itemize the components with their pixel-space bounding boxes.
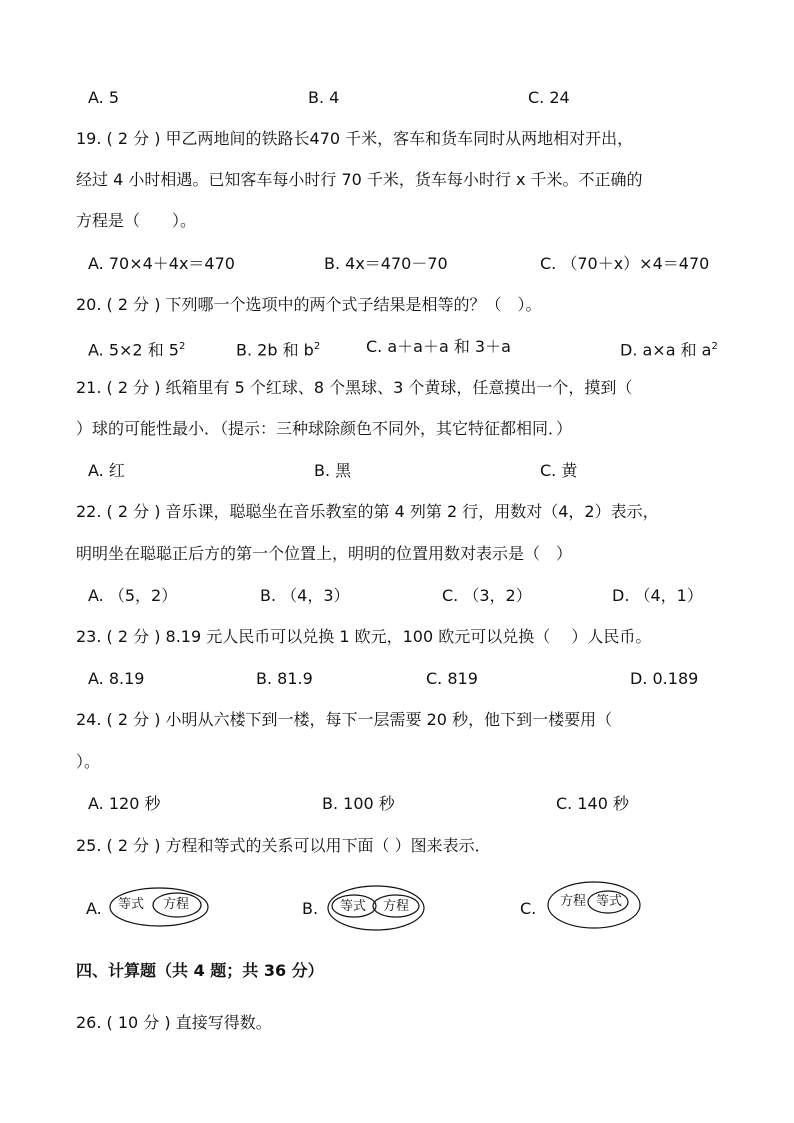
q20-option-d[interactable] — [620, 335, 718, 362]
q22-option-c[interactable]: C. （3，2） — [442, 586, 532, 605]
q24-text-line-2: ）。 — [76, 752, 101, 771]
q23-option-b[interactable]: B. 81.9 — [256, 669, 313, 688]
q18-options — [0, 86, 794, 110]
q19-text-line-2: 经过 4 小时相遇。已知客车每小时行 70 千米，货车每小时行 x 千米。不正确的 — [76, 170, 643, 189]
venn-c-outer-label: 方程 — [560, 894, 587, 909]
q22-option-b[interactable]: B. （4，3） — [260, 586, 350, 605]
q19-options — [0, 252, 794, 276]
q19-option-b[interactable]: B. 4x＝470－70 — [324, 254, 448, 273]
q20-option-b[interactable] — [236, 335, 320, 362]
q20-option-a[interactable] — [88, 335, 185, 362]
q20-option-a-text: A. 5×2 和 5 — [88, 340, 179, 360]
q22-option-d[interactable]: D. （4，1） — [612, 586, 703, 605]
q18-option-b[interactable]: B. 4 — [308, 88, 340, 107]
venn-b-left-label: 等式 — [340, 899, 367, 914]
q18-option-a[interactable]: A. 5 — [88, 88, 120, 107]
q25-text-line-1: 25. ( 2 分 ) 方程和等式的关系可以用下面（ ）图来表示． — [76, 836, 491, 855]
q20-option-a-sup: 2 — [178, 341, 186, 352]
q24-option-c[interactable]: C. 140 秒 — [556, 794, 629, 813]
q21-text-line-1: 21. ( 2 分 ) 纸箱里有 5 个红球、8 个黑球、3 个黄球，任意摸出一个，摸到（ — [76, 378, 633, 397]
q23-options — [0, 667, 794, 691]
q24-option-b[interactable]: B. 100 秒 — [322, 794, 395, 813]
q21-option-c[interactable]: C. 黄 — [540, 461, 578, 480]
q22-text-line-2: 明明坐在聪聪正后方的第一个位置上，明明的位置用数对表示是（ ） — [76, 544, 573, 563]
q24-options — [0, 792, 794, 816]
q22-options — [0, 584, 794, 608]
q23-option-d[interactable]: D. 0.189 — [630, 669, 699, 688]
q18-option-c[interactable]: C. 24 — [528, 88, 570, 107]
q20-option-d-sup: 2 — [711, 341, 718, 352]
q23-option-c[interactable]: C. 819 — [426, 669, 478, 688]
q20-option-b-sup: 2 — [313, 341, 321, 352]
q20-option-d-text: D. a×a 和 a — [620, 340, 712, 360]
q21-text-line-2: ）球的可能性最小．（提示：三种球除颜色不同外，其它特征都相同．） — [76, 419, 573, 438]
q24-option-a[interactable]: A. 120 秒 — [88, 794, 161, 813]
q19-text-line-3: 方程是（ ）。 — [76, 211, 197, 230]
q21-options — [0, 459, 794, 483]
q19-text-line-1: 19. ( 2 分 ) 甲乙两地间的铁路长470 千米，客车和货车同时从两地相对开出， — [76, 129, 634, 148]
q20-options — [0, 335, 794, 359]
q20-text-line-1: 20. ( 2 分 ) 下列哪一个选项中的两个式子结果是相等的？（ ）。 — [76, 295, 542, 314]
q20-option-b-text: B. 2b 和 b — [236, 340, 314, 360]
q25-option-b-letter[interactable]: B. — [302, 899, 319, 918]
venn-a-outer-label: 等式 — [118, 897, 145, 912]
q23-text-line-1: 23. ( 2 分 ) 8.19 元人民币可以兑换 1 欧元，100 欧元可以兑换（ ）人民币。 — [76, 627, 652, 646]
q23-option-a[interactable]: A. 8.19 — [88, 669, 145, 688]
section-title: 四、计算题（共 4 题；共 36 分） — [76, 961, 324, 980]
q25-option-a-diagram[interactable] — [108, 885, 210, 929]
q25-option-b-diagram[interactable] — [326, 883, 426, 933]
q25-option-c-letter[interactable]: C. — [520, 899, 537, 918]
q19-option-a[interactable]: A. 70×4＋4x＝470 — [88, 254, 235, 273]
q21-option-b[interactable]: B. 黑 — [314, 461, 352, 480]
venn-a-inner-label: 方程 — [163, 897, 190, 912]
q22-option-a[interactable]: A. （5，2） — [88, 586, 178, 605]
q25-option-c-diagram[interactable] — [546, 879, 642, 931]
q19-option-c[interactable]: C. （70＋x）×4＝470 — [540, 254, 710, 273]
q21-option-a[interactable]: A. 红 — [88, 461, 125, 480]
venn-c-inner-label: 等式 — [596, 894, 623, 909]
q26-text-line-1: 26. ( 10 分 ) 直接写得数。 — [76, 1013, 272, 1032]
q25-option-a-letter[interactable]: A. — [86, 899, 102, 918]
q24-text-line-1: 24. ( 2 分 ) 小明从六楼下到一楼，每下一层需要 20 秒，他下到一楼要用（ — [76, 710, 613, 729]
q20-option-c[interactable]: C. a＋a＋a 和 3＋a — [366, 337, 511, 356]
q22-text-line-1: 22. ( 2 分 ) 音乐课，聪聪坐在音乐教室的第 4 列第 2 行，用数对（4，2）表示， — [76, 502, 659, 521]
venn-b-right-label: 方程 — [383, 899, 410, 914]
